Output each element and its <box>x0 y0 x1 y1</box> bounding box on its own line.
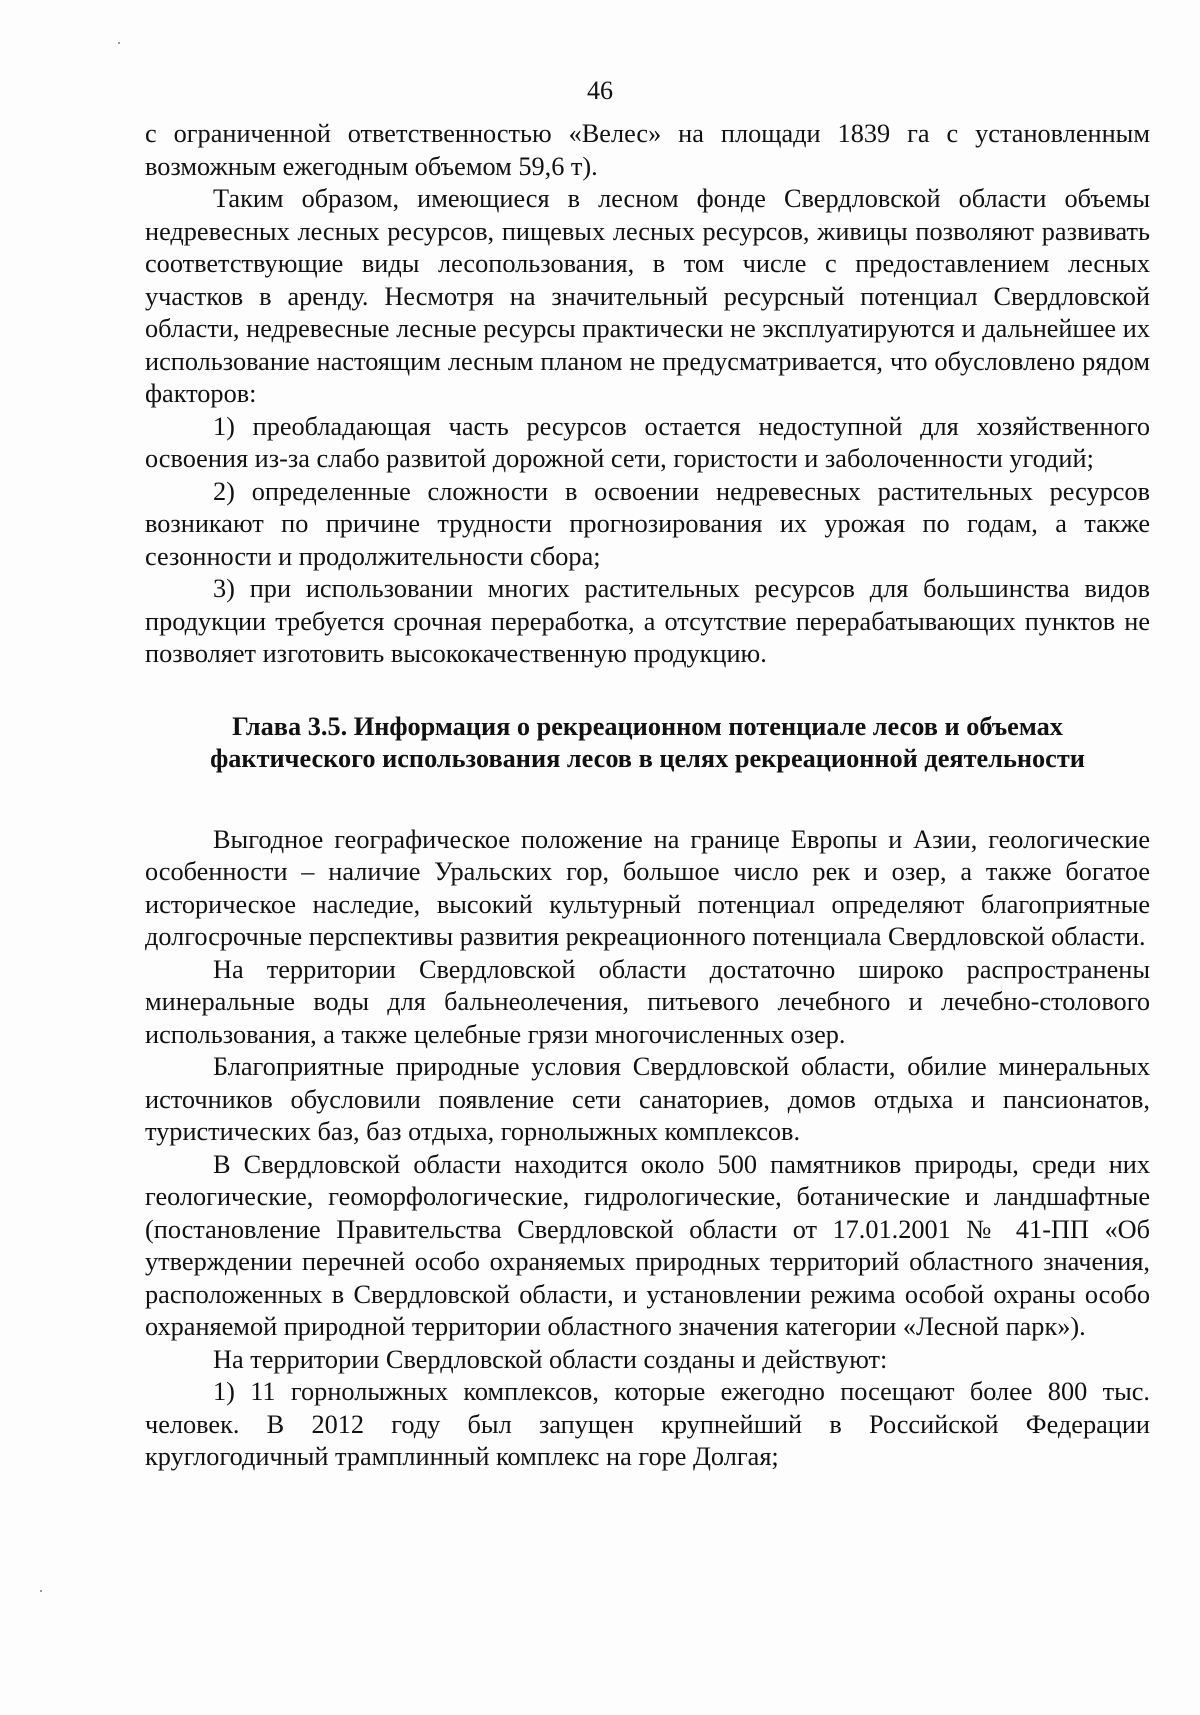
paragraph: 1) 11 горнолыжных комплексов, которые ежегодно посещают более 800 тыс. человек. В 2012 году был запущен крупнейший в Российской Федерации круглогодичный трамплинный комплекс на горе Долгая; <box>145 1377 1150 1471</box>
scan-dot <box>118 42 120 44</box>
paragraph: На территории Свердловской области достаточно широко распространены минеральные воды для бальнеолечения, питьевого лечебного и лечебно-столового использования, а также целебные грязи многочисленных озер. <box>145 954 1150 1049</box>
chapter-heading <box>145 711 1150 776</box>
section-before-heading <box>145 118 1150 671</box>
paragraph: 3) при использовании многих растительных ресурсов для большинства видов продукции требуется срочная переработка, а отсутствие перерабатывающих пунктов не позволяет изготовить высококачественную продукцию. <box>145 574 1150 668</box>
page-number: 46 <box>587 76 613 105</box>
scan-dot <box>40 1590 42 1592</box>
document-body <box>145 118 1150 1474</box>
paragraph: На территории Свердловской области созданы и действуют: <box>213 1344 888 1374</box>
section-after-heading <box>145 824 1150 1474</box>
chapter-heading-line-2: фактического использования лесов в целях рекреационной деятельности <box>210 744 1085 773</box>
paragraph: Таким образом, имеющиеся в лесном фонде Свердловской области объемы недревесных лесных ресурсов, пищевых лесных ресурсов, живицы позволяют развивать соответствующие виды лесопользования, в том числе с предоставлением лесных участков в аренду. Несмотря на значительный ресурсный потенциал Свердловской области, недревесные лесные ресурсы практически не эксплуатируются и дальнейшее их использование настоящим лесным планом не предусматривается, что обусловлено рядом факторов: <box>145 184 1150 408</box>
paragraph: Выгодное географическое положение на границе Европы и Азии, геологические особенности – наличие Уральских гор, большое число рек и озер, а также богатое историческое наследие, высокий культурный потенциал определяют благоприятные долгосрочные перспективы развития рекреационного потенциала Свердловской области. <box>145 824 1150 951</box>
paragraph: 2) определенные сложности в освоении недревесных растительных ресурсов возникают по причине трудности прогнозирования их урожая по годам, а также сезонности и продолжительности сбора; <box>145 476 1150 571</box>
paragraph: с ограниченной ответственностью «Велес» на площади 1839 га с установленным возможным ежегодным объемом 59,6 т). <box>145 119 1150 181</box>
paragraph: Благоприятные природные условия Свердловской области, обилие минеральных источников обусловили появление сети санаториев, домов отдыха и пансионатов, туристических баз, баз отдыха, горнолыжных комплексов. <box>145 1052 1150 1146</box>
paragraph: 1) преобладающая часть ресурсов остается недоступной для хозяйственного освоения из-за слабо развитой дорожной сети, гористости и заболоченности угодий; <box>145 411 1150 473</box>
chapter-heading-line-1: Глава 3.5. Информация о рекреационном потенциале лесов и объемах <box>232 711 1063 741</box>
paragraph: В Свердловской области находится около 500 памятников природы, среди них геологические, геоморфологические, гидрологические, ботанические и ландшафтные (постановление Правительства Свердловской области от 17.01.2001 № 41-ПП «Об утверждении перечней особо охраняемых природных территорий областного значения, расположенных в Свердловской области, и установлении режима особой охраны особо охраняемой природной территории областного значения категории «Лесной парк»). <box>145 1149 1150 1341</box>
